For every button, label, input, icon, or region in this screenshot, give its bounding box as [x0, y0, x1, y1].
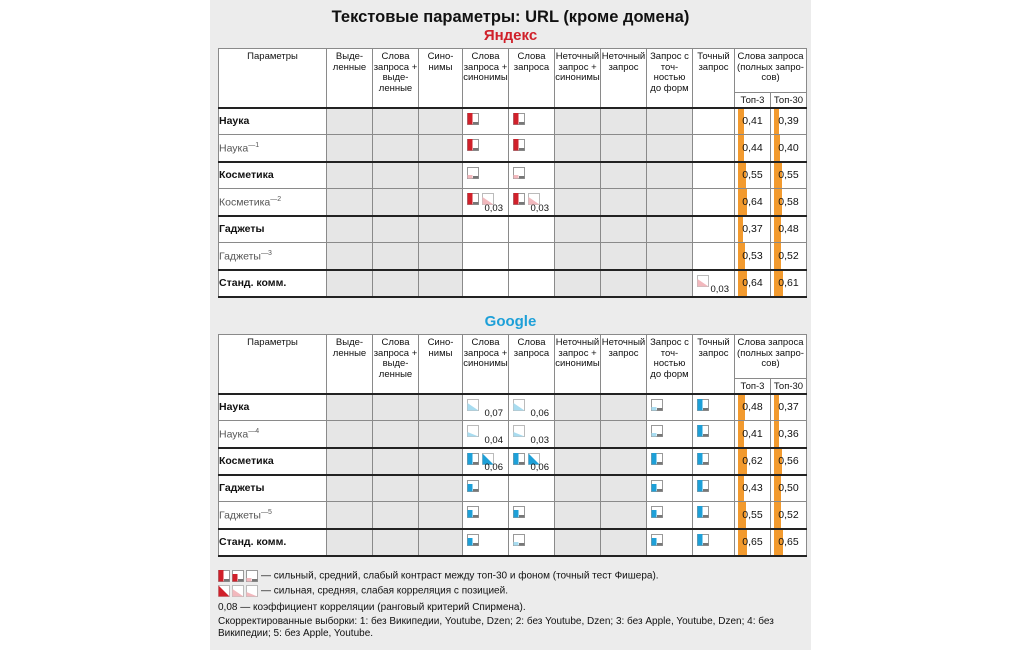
- metric-cell: [373, 162, 419, 189]
- column-header: Неточный запрос + синонимы: [555, 49, 601, 108]
- legend-samples: Скорректированные выборки: 1: без Википедии, Youtube, Dzen; 2: без Youtube, Dzen; 3: без Apple, Youtube, Dzen; 4: без Википедии; 5: без Apple, Youtube.: [218, 616, 774, 639]
- metric-cell: [693, 421, 735, 448]
- metric-cell: [509, 216, 555, 243]
- row-label-text: Наука: [219, 428, 249, 440]
- top3-value-cell: [735, 448, 771, 475]
- metric-cell: [419, 135, 463, 162]
- legend-correlation-text: — сильная, средняя, слабая корреляция с позицией.: [261, 585, 508, 597]
- metric-cell: [555, 216, 601, 243]
- top3-value: 0,43: [742, 482, 763, 495]
- top30-header: Топ-30: [771, 93, 807, 108]
- metric-cell: [373, 243, 419, 270]
- metric-cell: [373, 475, 419, 502]
- metric-cell: [601, 394, 647, 421]
- metric-cell: [463, 216, 509, 243]
- row-label: [219, 270, 327, 297]
- metric-cell: [509, 448, 555, 475]
- row-label-text: Гаджеты: [219, 482, 265, 495]
- correlation-weak-icon: [513, 425, 525, 437]
- metric-cell: [555, 502, 601, 529]
- metric-cell: [555, 270, 601, 297]
- top3-value: 0,64: [742, 277, 763, 289]
- metric-cell: [555, 475, 601, 502]
- table-row: [219, 108, 807, 135]
- metric-cell: [373, 448, 419, 475]
- top30-value: 0,50: [778, 482, 799, 495]
- table-row: [219, 189, 807, 216]
- top3-value: 0,41: [742, 427, 763, 440]
- contrast-medium-icon: [651, 506, 663, 518]
- contrast-strong-icon: [513, 453, 525, 465]
- google-heading: Google: [484, 313, 537, 330]
- table-row: [219, 475, 807, 502]
- row-label: [219, 108, 327, 135]
- metric-cell: [419, 502, 463, 529]
- row-label-text: Гаджеты: [219, 250, 261, 262]
- column-header: Выделенные: [327, 335, 373, 394]
- metric-cell: [693, 135, 735, 162]
- metric-cell: [693, 189, 735, 216]
- row-label: [219, 243, 327, 270]
- contrast-strong-icon: [513, 139, 525, 151]
- column-header: Неточный запрос: [601, 335, 647, 394]
- metric-cell: [647, 135, 693, 162]
- contrast-strong-icon: [513, 193, 525, 205]
- row-label: [219, 394, 327, 421]
- top30-value: 0,52: [778, 249, 799, 262]
- metric-cell: [555, 394, 601, 421]
- metric-cell: [463, 529, 509, 556]
- metric-cell: [693, 243, 735, 270]
- contrast-strong-icon: [467, 193, 479, 205]
- top3-value-cell: [735, 421, 771, 448]
- metric-cell: [327, 135, 373, 162]
- correlation-coef: 0,03: [710, 283, 729, 295]
- metric-cell: [509, 394, 555, 421]
- contrast-strong-icon: [697, 399, 709, 411]
- contrast-strong-icon: [513, 113, 525, 125]
- metric-cell: [647, 189, 693, 216]
- top30-value-cell: [771, 243, 807, 270]
- metric-cell: [419, 394, 463, 421]
- metric-cell: [327, 108, 373, 135]
- table-row: [219, 448, 807, 475]
- table-row: [219, 421, 807, 448]
- row-label-text: Косметика: [219, 455, 274, 467]
- row-label-text: Наука: [219, 115, 250, 128]
- metric-cell: [601, 162, 647, 189]
- contrast-weak-icon: [513, 167, 525, 179]
- metric-cell: [373, 270, 419, 297]
- metric-cell: [693, 502, 735, 529]
- contrast-weak-icon: [651, 399, 663, 411]
- correlation-coef: 0,06: [530, 408, 549, 419]
- metric-cell: [373, 216, 419, 243]
- correlation-medium-icon: [467, 399, 479, 411]
- top30-value: 0,55: [778, 169, 799, 182]
- metric-cell: [327, 421, 373, 448]
- metric-cell: [555, 421, 601, 448]
- top3-value: 0,65: [742, 536, 763, 548]
- column-header: Слова запроса + синонимы: [463, 49, 509, 108]
- metric-cell: [463, 421, 509, 448]
- top3-value: 0,37: [742, 223, 763, 236]
- contrast-medium-icon: [513, 506, 525, 518]
- metric-cell: [327, 448, 373, 475]
- contrast-weak-icon: [513, 534, 525, 546]
- group-header: Слова запроса (полных запросов): [735, 49, 807, 93]
- metric-cell: [601, 448, 647, 475]
- metric-cell: [647, 270, 693, 297]
- google-table: [218, 334, 807, 557]
- top30-value: 0,37: [778, 401, 799, 414]
- metric-cell: [463, 448, 509, 475]
- metric-cell: [463, 394, 509, 421]
- top3-value: 0,55: [742, 508, 763, 521]
- table-row: [219, 270, 807, 297]
- top3-header: Топ-3: [735, 379, 771, 394]
- top3-value-cell: [735, 270, 771, 297]
- metric-cell: [327, 243, 373, 270]
- table-row: [219, 216, 807, 243]
- top30-value-cell: [771, 189, 807, 216]
- contrast-weak-icon: [246, 570, 258, 582]
- contrast-strong-icon: [218, 570, 230, 582]
- row-label: [219, 448, 327, 475]
- metric-cell: [463, 189, 509, 216]
- metric-cell: [463, 135, 509, 162]
- row-label-text: Гаджеты: [219, 223, 265, 236]
- row-label-sup: —1: [248, 141, 260, 149]
- row-label-text: Наука: [219, 401, 250, 414]
- metric-cell: [601, 475, 647, 502]
- column-header: Точный запрос: [693, 335, 735, 394]
- contrast-strong-icon: [467, 453, 479, 465]
- metric-cell: [647, 529, 693, 556]
- row-label: [219, 529, 327, 556]
- metric-cell: [647, 162, 693, 189]
- top30-header: Топ-30: [771, 379, 807, 394]
- metric-cell: [509, 243, 555, 270]
- column-header: Неточный запрос + синонимы: [555, 335, 601, 394]
- metric-cell: [373, 529, 419, 556]
- top3-value: 0,53: [742, 249, 763, 262]
- metric-cell: [601, 135, 647, 162]
- top30-value: 0,39: [778, 115, 799, 128]
- column-header: Синонимы: [419, 49, 463, 108]
- metric-cell: [647, 502, 693, 529]
- top3-value-cell: [735, 475, 771, 502]
- correlation-weak-icon: [467, 425, 479, 437]
- param-header: Параметры: [219, 335, 327, 394]
- table-row: [219, 135, 807, 162]
- correlation-coef: 0,07: [484, 408, 503, 419]
- metric-cell: [373, 135, 419, 162]
- metric-cell: [373, 421, 419, 448]
- top3-value: 0,44: [742, 141, 763, 154]
- metric-cell: [463, 243, 509, 270]
- metric-cell: [555, 448, 601, 475]
- metric-cell: [327, 189, 373, 216]
- correlation-medium-icon: [232, 585, 244, 597]
- group-header: Слова запроса (полных запросов): [735, 335, 807, 379]
- top3-value-cell: [735, 216, 771, 243]
- contrast-weak-icon: [651, 425, 663, 437]
- metric-cell: [601, 243, 647, 270]
- top3-value-cell: [735, 189, 771, 216]
- correlation-coef: 0,03: [484, 202, 503, 214]
- metric-cell: [509, 135, 555, 162]
- metric-cell: [327, 162, 373, 189]
- metric-cell: [463, 502, 509, 529]
- row-label-text: Станд. комм.: [219, 536, 287, 548]
- page-title: Текстовые параметры: URL (кроме домена): [331, 8, 690, 26]
- top30-value-cell: [771, 421, 807, 448]
- metric-cell: [555, 529, 601, 556]
- metric-cell: [419, 421, 463, 448]
- top30-value: 0,40: [778, 141, 799, 154]
- contrast-strong-icon: [467, 139, 479, 151]
- metric-cell: [373, 108, 419, 135]
- yandex-heading: Яндекс: [483, 27, 538, 44]
- row-label-sup: —3: [260, 249, 272, 257]
- contrast-strong-icon: [651, 453, 663, 465]
- row-label: [219, 502, 327, 529]
- metric-cell: [601, 270, 647, 297]
- top3-value: 0,48: [742, 401, 763, 414]
- metric-cell: [327, 475, 373, 502]
- metric-cell: [463, 475, 509, 502]
- metric-cell: [647, 475, 693, 502]
- correlation-medium-icon: [513, 399, 525, 411]
- metric-cell: [647, 216, 693, 243]
- top30-value-cell: [771, 502, 807, 529]
- column-header: Точный запрос: [693, 49, 735, 108]
- row-label-text: Гаджеты: [219, 509, 261, 521]
- metric-cell: [647, 108, 693, 135]
- top30-value: 0,36: [778, 427, 799, 440]
- column-header: Запрос с точностью до форм: [647, 335, 693, 394]
- yandex-table: [218, 48, 807, 298]
- contrast-medium-icon: [651, 480, 663, 492]
- metric-cell: [509, 270, 555, 297]
- row-label-sup: —5: [260, 508, 272, 516]
- top3-header: Топ-3: [735, 93, 771, 108]
- contrast-medium-icon: [467, 534, 479, 546]
- top3-value-cell: [735, 243, 771, 270]
- top30-value-cell: [771, 448, 807, 475]
- contrast-medium-icon: [467, 506, 479, 518]
- metric-cell: [509, 162, 555, 189]
- metric-cell: [693, 216, 735, 243]
- metric-cell: [373, 394, 419, 421]
- top3-value-cell: [735, 108, 771, 135]
- metric-cell: [463, 270, 509, 297]
- metric-cell: [647, 394, 693, 421]
- row-label: [219, 216, 327, 243]
- column-header: Слова запроса: [509, 335, 555, 394]
- metric-cell: [327, 270, 373, 297]
- metric-cell: [555, 243, 601, 270]
- metric-cell: [693, 162, 735, 189]
- contrast-weak-icon: [467, 167, 479, 179]
- top30-value-cell: [771, 135, 807, 162]
- column-header: Слова запроса + выделенные: [373, 335, 419, 394]
- column-header: Слова запроса + синонимы: [463, 335, 509, 394]
- top3-value-cell: [735, 135, 771, 162]
- top30-value-cell: [771, 108, 807, 135]
- metric-cell: [601, 502, 647, 529]
- top30-value-cell: [771, 216, 807, 243]
- metric-cell: [419, 529, 463, 556]
- correlation-coef: 0,06: [484, 461, 503, 473]
- metric-cell: [555, 135, 601, 162]
- metric-cell: [509, 189, 555, 216]
- metric-cell: [647, 421, 693, 448]
- top3-value: 0,62: [742, 455, 763, 467]
- row-label-text: Косметика: [219, 196, 271, 208]
- column-header: Слова запроса + выделенные: [373, 49, 419, 108]
- contrast-strong-icon: [467, 113, 479, 125]
- column-header: Неточный запрос: [601, 49, 647, 108]
- row-label: [219, 135, 327, 162]
- top30-value-cell: [771, 270, 807, 297]
- correlation-coef: 0,03: [530, 434, 549, 446]
- metric-cell: [693, 448, 735, 475]
- metric-cell: [555, 108, 601, 135]
- correlation-coef: 0,06: [530, 461, 549, 473]
- metric-cell: [327, 502, 373, 529]
- contrast-strong-icon: [697, 453, 709, 465]
- top30-value: 0,48: [778, 223, 799, 236]
- metric-cell: [601, 421, 647, 448]
- row-label-sup: —4: [248, 427, 260, 435]
- top30-value: 0,65: [778, 536, 799, 548]
- metric-cell: [463, 162, 509, 189]
- top30-value-cell: [771, 475, 807, 502]
- top3-value: 0,41: [742, 115, 763, 128]
- metric-cell: [693, 475, 735, 502]
- top3-value: 0,55: [742, 169, 763, 182]
- metric-cell: [419, 243, 463, 270]
- column-header: Слова запроса: [509, 49, 555, 108]
- metric-cell: [419, 270, 463, 297]
- table-row: [219, 243, 807, 270]
- metric-cell: [419, 108, 463, 135]
- row-label-sup: —2: [270, 195, 282, 203]
- top30-value-cell: [771, 162, 807, 189]
- metric-cell: [419, 475, 463, 502]
- metric-cell: [555, 162, 601, 189]
- top3-value-cell: [735, 502, 771, 529]
- row-label: [219, 421, 327, 448]
- top30-value-cell: [771, 529, 807, 556]
- metric-cell: [601, 189, 647, 216]
- metric-cell: [373, 189, 419, 216]
- metric-cell: [373, 502, 419, 529]
- metric-cell: [647, 243, 693, 270]
- row-label: [219, 162, 327, 189]
- top30-value: 0,56: [778, 455, 799, 467]
- top3-value-cell: [735, 529, 771, 556]
- legend-contrast-text: — сильный, средний, слабый контраст между топ-30 и фоном (точный тест Фишера).: [261, 570, 659, 582]
- row-label-text: Косметика: [219, 169, 274, 182]
- top30-value: 0,58: [778, 195, 799, 208]
- legend-coef: 0,08 — коэффициент корреляции (ранговый критерий Спирмена).: [218, 602, 526, 613]
- legend-contrast: [218, 570, 659, 583]
- correlation-medium-icon: [697, 275, 709, 287]
- contrast-medium-icon: [232, 570, 244, 582]
- top30-value-cell: [771, 394, 807, 421]
- contrast-strong-icon: [697, 534, 709, 546]
- contrast-medium-icon: [467, 480, 479, 492]
- table-row: [219, 502, 807, 529]
- metric-cell: [463, 108, 509, 135]
- metric-cell: [419, 189, 463, 216]
- table-row: [219, 394, 807, 421]
- correlation-weak-icon: [246, 585, 258, 597]
- table-row: [219, 529, 807, 556]
- metric-cell: [327, 529, 373, 556]
- contrast-strong-icon: [697, 480, 709, 492]
- metric-cell: [509, 108, 555, 135]
- top3-value: 0,64: [742, 195, 763, 208]
- column-header: Запрос с точностью до форм: [647, 49, 693, 108]
- metric-cell: [601, 108, 647, 135]
- top30-value: 0,52: [778, 508, 799, 521]
- metric-cell: [601, 216, 647, 243]
- metric-cell: [693, 394, 735, 421]
- top3-value-cell: [735, 162, 771, 189]
- top30-value: 0,61: [778, 277, 799, 289]
- metric-cell: [601, 529, 647, 556]
- legend-correlation: [218, 585, 508, 598]
- correlation-coef: 0,03: [530, 202, 549, 214]
- contrast-strong-icon: [697, 506, 709, 518]
- metric-cell: [419, 162, 463, 189]
- metric-cell: [693, 108, 735, 135]
- metric-cell: [693, 270, 735, 297]
- top3-value-cell: [735, 394, 771, 421]
- metric-cell: [693, 529, 735, 556]
- correlation-coef: 0,04: [484, 434, 503, 446]
- row-label-text: Станд. комм.: [219, 277, 287, 289]
- contrast-medium-icon: [651, 534, 663, 546]
- contrast-strong-icon: [697, 425, 709, 437]
- metric-cell: [419, 216, 463, 243]
- column-header: Синонимы: [419, 335, 463, 394]
- metric-cell: [509, 475, 555, 502]
- metric-cell: [647, 448, 693, 475]
- column-header: Выделенные: [327, 49, 373, 108]
- correlation-strong-icon: [218, 585, 230, 597]
- row-label: [219, 475, 327, 502]
- metric-cell: [327, 394, 373, 421]
- param-header: Параметры: [219, 49, 327, 108]
- metric-cell: [327, 216, 373, 243]
- row-label-text: Наука: [219, 142, 249, 154]
- metric-cell: [509, 529, 555, 556]
- row-label: [219, 189, 327, 216]
- metric-cell: [509, 421, 555, 448]
- metric-cell: [419, 448, 463, 475]
- table-row: [219, 162, 807, 189]
- metric-cell: [555, 189, 601, 216]
- metric-cell: [509, 502, 555, 529]
